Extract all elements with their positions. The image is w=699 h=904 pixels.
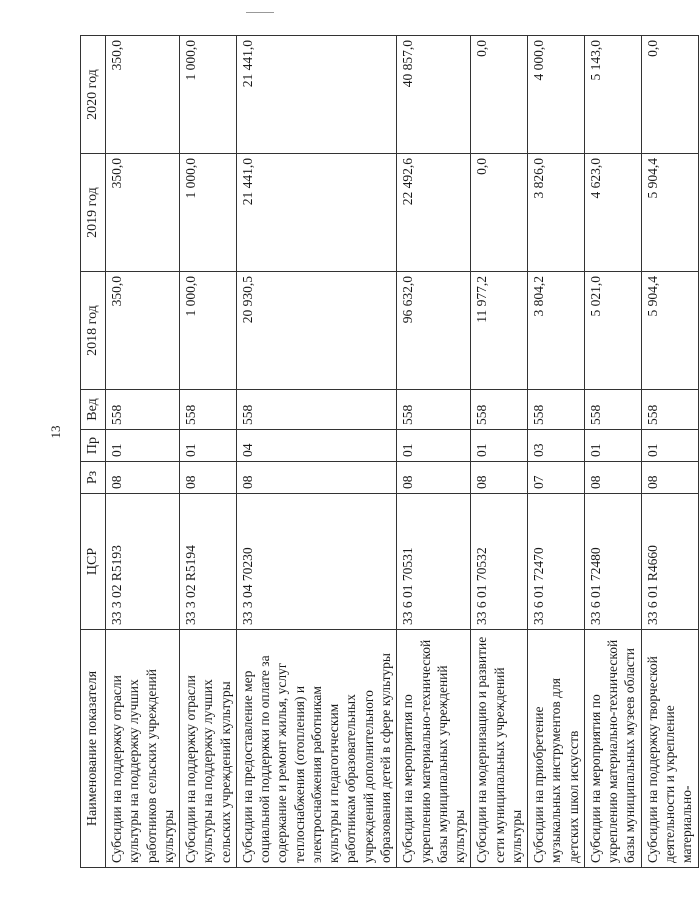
- row-pr: 01: [180, 430, 237, 462]
- row-2018: 11 977,2: [471, 272, 528, 390]
- row-2020: 21 441,0: [236, 36, 396, 154]
- row-csr: 33 6 01 R4660: [641, 494, 698, 630]
- table-row: [584, 36, 641, 868]
- row-csr: 33 3 02 R5194: [180, 494, 237, 630]
- row-ved: 558: [528, 390, 585, 430]
- row-csr: 33 3 02 R5193: [106, 494, 180, 630]
- row-ved: 558: [471, 390, 528, 430]
- header-ved: Вед: [81, 390, 106, 430]
- row-2020: 1 000,0: [180, 36, 237, 154]
- row-pr: 01: [106, 430, 180, 462]
- row-rz: 08: [584, 462, 641, 494]
- row-2018: 5 904,4: [641, 272, 698, 390]
- row-2019: 1 000,0: [180, 154, 237, 272]
- row-2019: 350,0: [106, 154, 180, 272]
- row-2020: 4 000,0: [528, 36, 585, 154]
- row-name: Субсидии на поддержку отрасли культуры на поддержку лучших работников сельских учреждений культуры: [106, 630, 180, 868]
- header-2020: 2020 год: [81, 36, 106, 154]
- table-row: [397, 36, 471, 868]
- row-2019: 0,0: [471, 154, 528, 272]
- row-2018: 20 930,5: [236, 272, 396, 390]
- row-2020: 40 857,0: [397, 36, 471, 154]
- row-pr: 01: [471, 430, 528, 462]
- header-2018: 2018 год: [81, 272, 106, 390]
- row-name: Субсидии на предоставление мер социальной поддержки по оплате за содержание и ремонт жилья, услуг теплоснабжения (отопления) и электроснабжения работникам культуры и педагогическим работникам образовательных учреждений дополнительного образования детей в сфере культуры: [236, 630, 396, 868]
- table-row: [236, 36, 396, 868]
- row-2018: 5 021,0: [584, 272, 641, 390]
- row-name: Субсидии на поддержку творческой деятельности и укрепление материально-: [641, 630, 698, 868]
- row-rz: 08: [180, 462, 237, 494]
- row-ved: 558: [106, 390, 180, 430]
- row-rz: 08: [106, 462, 180, 494]
- row-2019: 21 441,0: [236, 154, 396, 272]
- row-csr: 33 6 01 72480: [584, 494, 641, 630]
- row-ved: 558: [236, 390, 396, 430]
- row-csr: 33 6 01 70532: [471, 494, 528, 630]
- row-ved: 558: [180, 390, 237, 430]
- row-2019: 4 623,0: [584, 154, 641, 272]
- page-number: 13: [48, 425, 63, 439]
- table-row: [106, 36, 180, 868]
- row-name: Субсидии на модернизацию и развитие сети муниципальных учреждений культуры: [471, 630, 528, 868]
- row-2018: 96 632,0: [397, 272, 471, 390]
- row-2020: 0,0: [641, 36, 698, 154]
- header-pr: Пр: [81, 430, 106, 462]
- row-name: Субсидии на приобретение музыкальных инструментов для детских школ искусств: [528, 630, 585, 868]
- row-pr: 04: [236, 430, 396, 462]
- table-row: [528, 36, 585, 868]
- row-pr: 01: [641, 430, 698, 462]
- subsidies-table: [80, 35, 699, 868]
- header-2019: 2019 год: [81, 154, 106, 272]
- row-2020: 350,0: [106, 36, 180, 154]
- row-2018: 350,0: [106, 272, 180, 390]
- table-row: [471, 36, 528, 868]
- header-name: Наименование показателя: [81, 630, 106, 868]
- row-2018: 1 000,0: [180, 272, 237, 390]
- row-2019: 5 904,4: [641, 154, 698, 272]
- row-name: Субсидии на мероприятия по укреплению материально-технической базы муниципальных музеев области: [584, 630, 641, 868]
- row-pr: 01: [397, 430, 471, 462]
- table-row: [641, 36, 698, 868]
- header-row: [81, 36, 106, 868]
- row-rz: 08: [471, 462, 528, 494]
- row-pr: 01: [584, 430, 641, 462]
- row-ved: 558: [641, 390, 698, 430]
- header-csr: ЦСР: [81, 494, 106, 630]
- row-csr: 33 3 04 70230: [236, 494, 396, 630]
- header-rz: Рз: [81, 462, 106, 494]
- row-name: Субсидии на мероприятия по укреплению материально-технической базы муниципальных учреждений культуры: [397, 630, 471, 868]
- row-csr: 33 6 01 70531: [397, 494, 471, 630]
- row-rz: 08: [641, 462, 698, 494]
- table-row: [180, 36, 237, 868]
- row-2019: 22 492,6: [397, 154, 471, 272]
- row-rz: 07: [528, 462, 585, 494]
- row-rz: 08: [397, 462, 471, 494]
- row-rz: 08: [236, 462, 396, 494]
- scan-mark: [246, 12, 274, 13]
- row-2020: 5 143,0: [584, 36, 641, 154]
- row-pr: 03: [528, 430, 585, 462]
- row-ved: 558: [397, 390, 471, 430]
- row-2020: 0,0: [471, 36, 528, 154]
- row-ved: 558: [584, 390, 641, 430]
- row-2019: 3 826,0: [528, 154, 585, 272]
- row-name: Субсидии на поддержку отрасли культуры на поддержку лучших сельских учреждений культуры: [180, 630, 237, 868]
- row-csr: 33 6 01 72470: [528, 494, 585, 630]
- row-2018: 3 804,2: [528, 272, 585, 390]
- rotated-table-wrapper: [80, 36, 695, 868]
